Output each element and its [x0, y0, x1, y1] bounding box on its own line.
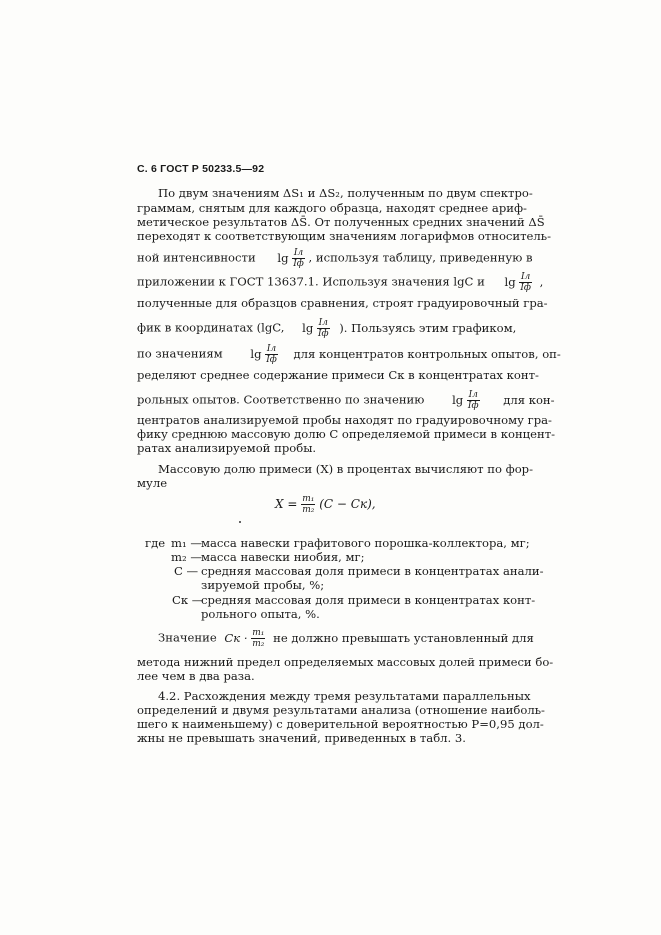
intensity-fraction: [317, 318, 330, 339]
intensity-fraction: [519, 272, 532, 293]
paragraph-line: определений и двумя результатами анализа (отношение наиболь-: [137, 703, 545, 717]
definition-symbol: m₂ —: [171, 550, 202, 564]
paragraph-line: граммам, снятым для каждого образца, находят среднее ариф-: [137, 201, 527, 215]
text-span: ). Пользуясь этим графиком,: [339, 320, 517, 335]
fraction-numerator: Iл: [266, 344, 277, 354]
paragraph-line: Массовую долю примеси (X) в процентах вычисляют по фор-: [158, 462, 534, 476]
formula-lhs: X =: [275, 497, 298, 511]
fraction-numerator: Iл: [521, 272, 531, 282]
paragraph-line: метическое результатов ΔS̄. От полученных средних значений ΔS̄: [137, 215, 545, 229]
paragraph-line: полученные для образцов сравнения, строят градуировочный гра-: [137, 296, 548, 310]
text-span: не должно превышать установленный для: [273, 630, 534, 645]
fraction-denominator: Iф: [266, 355, 277, 365]
paragraph-line: жны не превышать значений, приведенных в табл. 3.: [137, 731, 466, 745]
paragraph-line: По двум значениям ΔS₁ и ΔS₂, полученным по двум спектро-: [158, 186, 533, 200]
fraction-denominator: Iф: [467, 401, 479, 411]
text-span: ной интенсивности: [137, 250, 256, 265]
definition-text: масса навески ниобия, мг;: [201, 550, 365, 564]
definition-text: масса навески графитового порошка-коллектора, мг;: [201, 536, 530, 550]
definition-text: средняя массовая доля примеси в концентратах анали-: [201, 564, 544, 578]
paragraph-line: шего к наименьшему) с доверительной вероятностью P=0,95 дол-: [137, 717, 544, 731]
text-span: приложении к ГОСТ 13637.1. Используя значения lgC и: [137, 274, 485, 289]
paragraph-line: [137, 318, 516, 339]
formula-rhs: (C − Cк),: [319, 497, 376, 511]
fraction-numerator: m₁: [252, 628, 265, 638]
mass-fraction-formula: [275, 494, 376, 515]
paragraph-line: фику среднюю массовую долю C определяемой примеси в концент-: [137, 427, 556, 441]
stray-dot: [239, 521, 241, 523]
fraction-numerator: m₁: [302, 494, 315, 504]
paragraph-line: ратах анализируемой пробы.: [137, 441, 317, 455]
fraction-numerator: Iл: [293, 248, 304, 258]
fraction-numerator: Iл: [468, 390, 478, 400]
paragraph-line: [158, 628, 534, 649]
text-span: ,: [539, 274, 544, 289]
text-span: Значение: [158, 630, 217, 645]
fraction-denominator: Iф: [317, 329, 329, 339]
lg-label: lg: [277, 250, 289, 265]
ck-symbol: Cк ·: [224, 630, 248, 645]
definition-symbol: m₁ —: [171, 536, 202, 550]
definition-symbol: C —: [174, 564, 199, 578]
intensity-fraction: [265, 344, 278, 365]
fraction-denominator: Iф: [520, 283, 531, 293]
text-span: фик в координатах (lgC,: [137, 320, 285, 335]
text-span: рольных опытов. Соответственно по значению: [137, 392, 425, 407]
definition-symbol: Cк —: [172, 593, 204, 607]
fraction-denominator: Iф: [293, 259, 304, 269]
intensity-fraction: [467, 390, 480, 411]
page-header: С. 6 ГОСТ Р 50233.5—92: [137, 163, 265, 175]
mass-ratio-fraction: [251, 628, 265, 649]
paragraph-line: [137, 344, 561, 365]
lg-label: lg: [302, 320, 314, 335]
paragraph-line: лее чем в два раза.: [137, 669, 255, 683]
text-span: для кон-: [503, 392, 555, 407]
intensity-fraction: [292, 248, 305, 269]
fraction-denominator: m₂: [302, 505, 315, 515]
lg-label: lg: [250, 346, 262, 361]
lg-label: lg: [452, 392, 464, 407]
text-span: по значениям: [137, 346, 223, 361]
definition-text: средняя массовая доля примеси в концентратах конт-: [201, 593, 536, 607]
paragraph-line: метода нижний предел определяемых массовых долей примеси бо-: [137, 655, 554, 669]
paragraph-line: [137, 390, 555, 411]
definition-text: рольного опыта, %.: [201, 607, 320, 621]
paragraph-line: [137, 272, 543, 293]
text-span: , используя таблицу, приведенную в: [308, 250, 533, 265]
text-span: для концентратов контрольных опытов, оп-: [293, 346, 561, 361]
paragraph-line: 4.2. Расхождения между тремя результатами параллельных: [158, 689, 531, 703]
paragraph-line: переходят к соответствующим значениям логарифмов относитель-: [137, 229, 552, 243]
formula-fraction: [301, 494, 315, 515]
definition-text: зируемой пробы, %;: [201, 578, 325, 592]
fraction-denominator: m₂: [252, 639, 265, 649]
lg-label: lg: [504, 274, 516, 289]
paragraph-line: [137, 248, 533, 269]
where-label: где: [145, 536, 166, 550]
paragraph-line: муле: [137, 476, 168, 490]
fraction-numerator: Iл: [318, 318, 328, 328]
paragraph-line: центратов анализируемой пробы находят по градуировочному гра-: [137, 413, 552, 427]
paragraph-line: ределяют среднее содержание примеси Cк в концентратах конт-: [137, 368, 539, 382]
